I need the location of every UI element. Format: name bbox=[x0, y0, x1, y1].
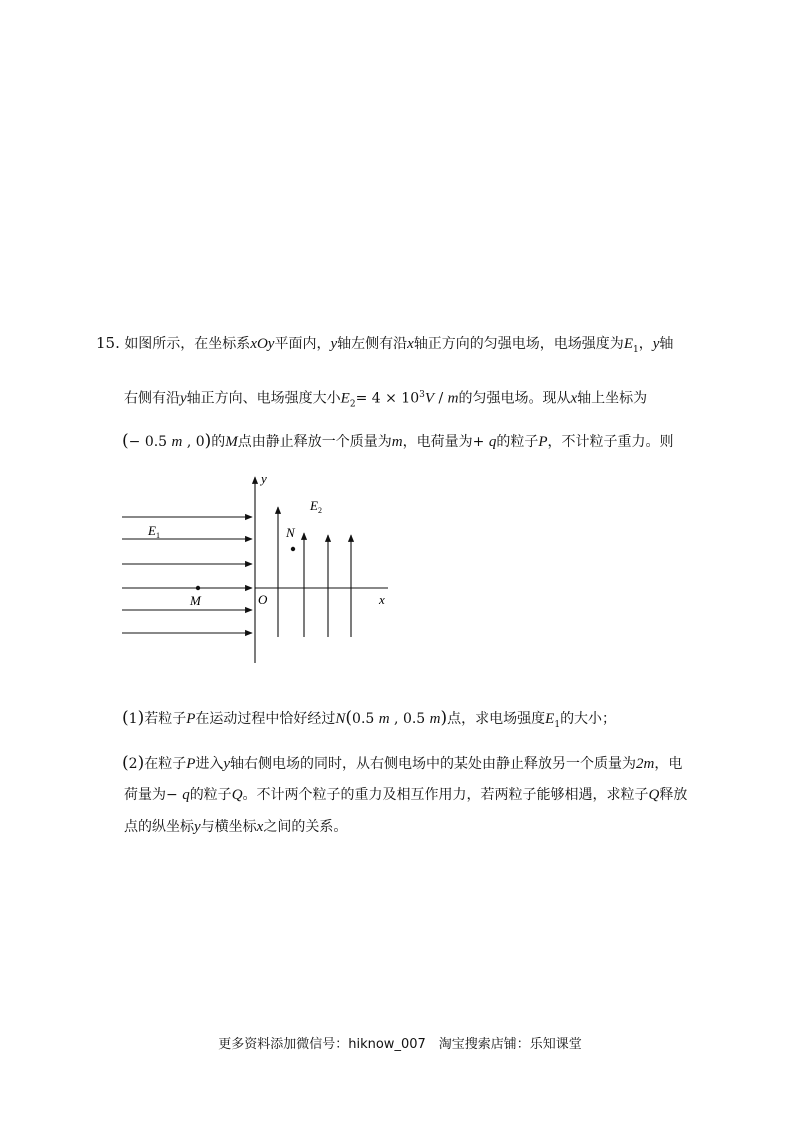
part-2-line-2: 荷量为− q的粒子Q。不计两个粒子的重力及相互作用力，若两粒子能够相遇，求粒子Q释放 bbox=[124, 787, 688, 803]
point-m-dot bbox=[196, 586, 200, 590]
point-n-dot bbox=[291, 547, 295, 551]
part-2-line-3: 点的纵坐标y与横坐标x之间的关系。 bbox=[124, 819, 348, 835]
question-line-1: 15. 如图所示，在坐标系xOy平面内，y轴左侧有沿x轴正方向的匀强电场，电场强度为$E_1$，y轴 bbox=[96, 334, 674, 355]
part-2-line-1: (2)在粒子P进入y轴右侧电场的同时，从右侧电场中的某处由静止释放另一个质量为2m，电 bbox=[122, 753, 683, 773]
field-diagram bbox=[118, 465, 398, 665]
point-n-label: N bbox=[286, 525, 295, 540]
e1-label: $E_1$ bbox=[148, 523, 160, 540]
question-number: 15. bbox=[96, 334, 120, 352]
footer: 更多资料添加微信号：hiknow_007 淘宝搜索店铺：乐知课堂 bbox=[218, 1037, 582, 1052]
part-1: (1)若粒子P在运动过程中恰好经过N(0.5 m , 0.5 m)点，求电场强度$E_1$的大小； bbox=[122, 708, 617, 730]
question-line-2: 右侧有沿y轴正方向、电场强度大小$E_2= 4 \times 10^3V / m$的匀强电场。现从x轴上坐标为 bbox=[124, 390, 648, 410]
y-axis-label: y bbox=[261, 471, 267, 486]
e2-label: $E_2$ bbox=[310, 498, 322, 515]
question-line-3: (− 0.5 m , 0)的M点由静止释放一个质量为m，电荷量为+ q的粒子P，不计粒子重力。则 bbox=[122, 431, 674, 451]
point-m-label: M bbox=[190, 593, 201, 608]
origin-label: O bbox=[258, 592, 268, 607]
x-axis-label: x bbox=[379, 592, 385, 607]
